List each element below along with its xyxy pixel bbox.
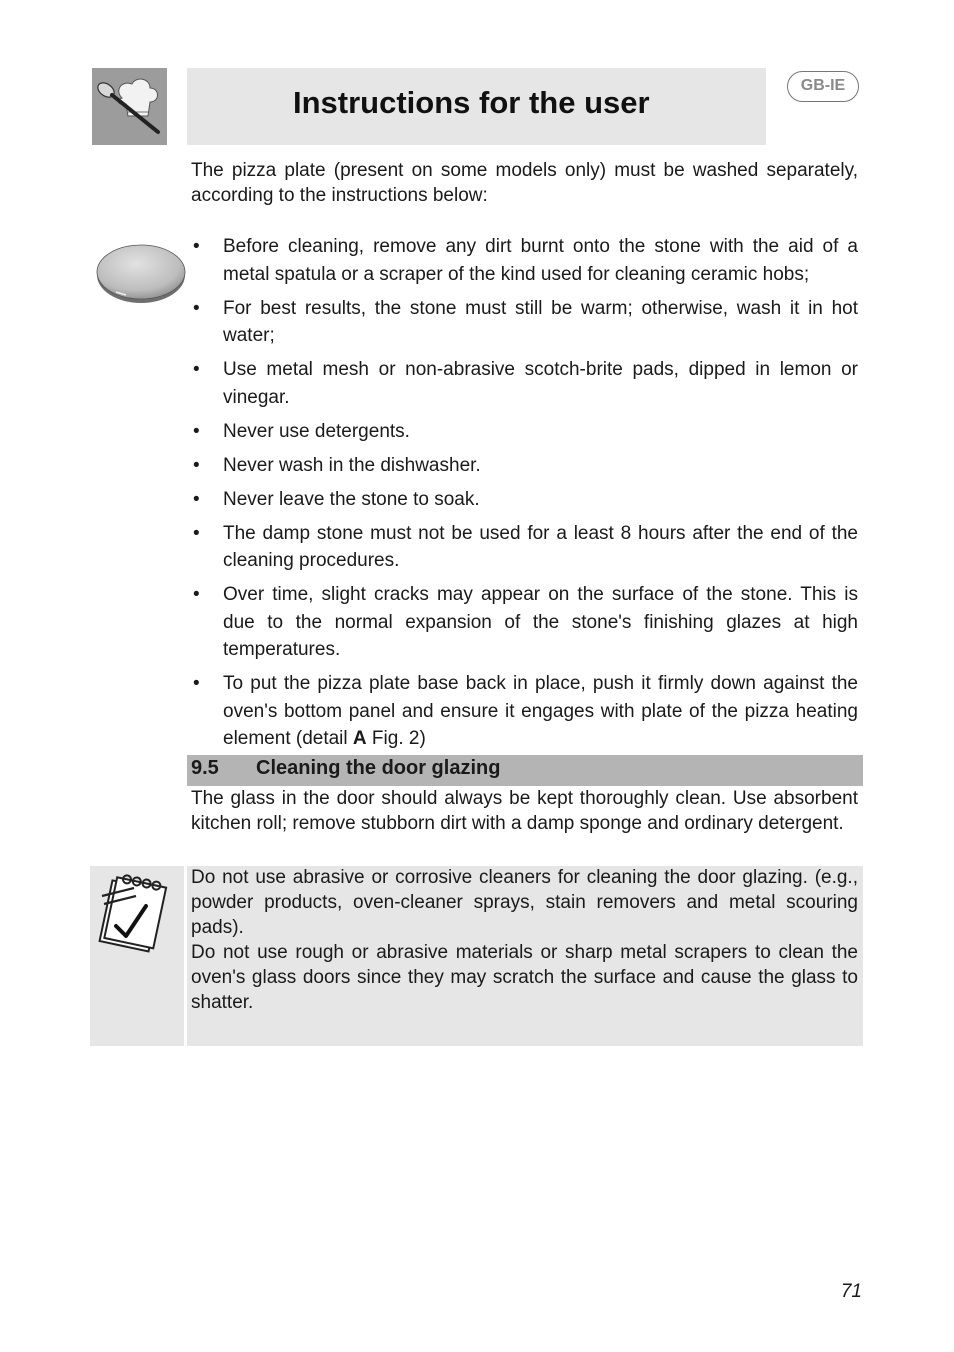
list-item-text: Over time, slight cracks may appear on the surface of the stone. This is due to the normal expansion of the stone's finishing glazes at high temperatures. — [223, 584, 858, 660]
list-item — [191, 295, 858, 350]
list-item-text: The damp stone must not be used for a least 8 hours after the end of the cleaning procedures. — [223, 522, 858, 571]
bullet-symbol: • — [193, 454, 200, 476]
region-badge: GB-IE — [787, 71, 859, 102]
list-item-text: Never use detergents. — [223, 420, 410, 442]
list-item-text: Use metal mesh or non-abrasive scotch-brite pads, dipped in lemon or vinegar. — [223, 359, 858, 408]
bullet-symbol: • — [193, 297, 200, 319]
chef-hat-spoon-icon — [92, 68, 167, 145]
section-paragraph: The glass in the door should always be kept thoroughly clean. Use absorbent kitchen roll; remove stubborn dirt with a damp sponge and ordinary detergent. — [191, 788, 858, 834]
bullet-symbol: • — [193, 584, 200, 605]
list-item — [191, 452, 858, 480]
pizza-stone-icon — [96, 244, 186, 304]
section-title: Cleaning the door glazing — [256, 757, 501, 779]
page-number: 71 — [840, 1281, 862, 1302]
list-item-text: Never wash in the dishwasher. — [223, 454, 481, 476]
bullet-symbol: • — [193, 488, 200, 510]
list-item — [191, 520, 858, 575]
warning-line: Do not use rough or abrasive materials or sharp metal scrapers to clean the oven's glass doors since they may scratch the surface and cause the glass to shatter. — [191, 942, 858, 1013]
page-title: Instructions for the user — [293, 85, 650, 120]
list-item-text: Never leave the stone to soak. — [223, 488, 480, 510]
header-bar — [187, 68, 766, 145]
notepad-checkmark-icon — [96, 874, 174, 956]
bullet-symbol: • — [193, 236, 200, 257]
bullet-symbol: • — [193, 359, 200, 380]
list-item-text: Before cleaning, remove any dirt burnt onto the stone with the aid of a metal spatula or a scraper of the kind used for cleaning ceramic hobs; — [223, 236, 858, 285]
bullet-symbol: • — [193, 420, 200, 442]
cleaning-instructions-list — [191, 233, 858, 759]
list-item — [191, 670, 858, 753]
warning-line: Do not use abrasive or corrosive cleaners for cleaning the door glazing. (e.g., powder products, oven-cleaner sprays, stain removers and metal scouring pads). — [191, 867, 858, 938]
warning-text — [191, 865, 858, 1015]
list-item — [191, 581, 858, 664]
list-item — [191, 233, 858, 288]
list-item-text-part: Fig. 2) — [366, 728, 426, 749]
bullet-symbol: • — [193, 522, 200, 544]
list-item-text: For best results, the stone must still be warm; otherwise, wash it in hot water; — [223, 297, 858, 346]
section-number: 9.5 — [191, 757, 219, 779]
intro-paragraph: The pizza plate (present on some models only) must be washed separately, according to the instructions below: — [191, 160, 858, 206]
section-heading — [187, 755, 863, 786]
detail-reference: A — [352, 728, 367, 749]
list-item — [191, 356, 858, 411]
list-item — [191, 486, 858, 514]
list-item-text — [223, 673, 858, 749]
list-item — [191, 418, 858, 446]
bullet-symbol: • — [193, 673, 200, 694]
list-item-text-part: To put the pizza plate base back in place, push it firmly down against the oven's bottom panel and ensure it engages with plate of the pizza heating element (detail — [223, 673, 858, 749]
